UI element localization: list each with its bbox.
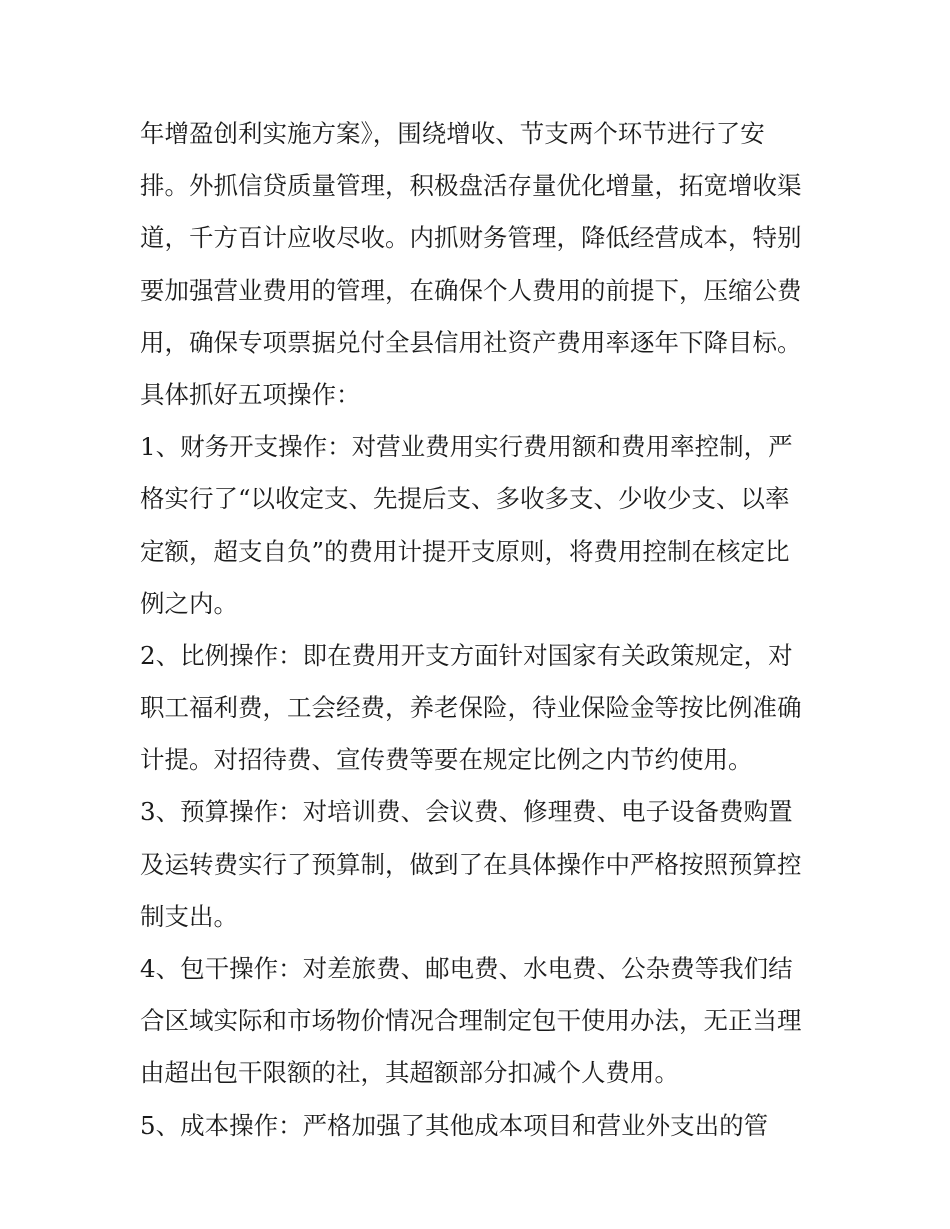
text-line: 5、成本操作：严格加强了其他成本项目和营业外支出的管 bbox=[140, 1110, 769, 1140]
text-line: 具体抓好五项操作： bbox=[140, 379, 361, 409]
text-line: 定额，超支自负”的费用计提开支原则，将费用控制在核定比 bbox=[140, 536, 790, 566]
text-line: 及运转费实行了预算制，做到了在具体操作中严格按照预算控 bbox=[140, 849, 802, 879]
text-line: 要加强营业费用的管理，在确保个人费用的前提下，压缩公费 bbox=[140, 275, 802, 305]
text-line: 1、财务开支操作：对营业费用实行费用额和费用率控制，严 bbox=[140, 432, 793, 462]
text-line: 制支出。 bbox=[140, 901, 238, 931]
text-line: 用，确保专项票据兑付全县信用社资产费用率逐年下降目标。 bbox=[140, 327, 802, 357]
text-line: 道，千方百计应收尽收。内抓财务管理，降低经营成本，特别 bbox=[140, 223, 802, 253]
text-line: 2、比例操作：即在费用开支方面针对国家有关政策规定，对 bbox=[140, 640, 793, 670]
text-line: 年增盈创利实施方案》，围绕增收、节支两个环节进行了安 bbox=[140, 119, 765, 148]
document-body bbox=[140, 108, 820, 1152]
text-line: 职工福利费，工会经费，养老保险，待业保险金等按比例准确 bbox=[140, 693, 802, 723]
text-line: 排。外抓信贷质量管理，积极盘活存量优化增量，拓宽增收渠 bbox=[140, 171, 802, 201]
text-line: 由超出包干限额的社，其超额部分扣减个人费用。 bbox=[140, 1058, 679, 1088]
text-line: 例之内。 bbox=[140, 588, 238, 618]
text-line: 合区域实际和市场物价情况合理制定包干使用办法，无正当理 bbox=[140, 1006, 802, 1036]
text-line: 3、预算操作：对培训费、会议费、修理费、电子设备费购置 bbox=[140, 797, 793, 827]
text-line: 计提。对招待费、宣传费等要在规定比例之内节约使用。 bbox=[140, 745, 753, 775]
text-line: 格实行了“以收定支、先提后支、多收多支、少收少支、以率 bbox=[140, 484, 790, 514]
text-line: 4、包干操作：对差旅费、邮电费、水电费、公杂费等我们结 bbox=[140, 954, 793, 983]
